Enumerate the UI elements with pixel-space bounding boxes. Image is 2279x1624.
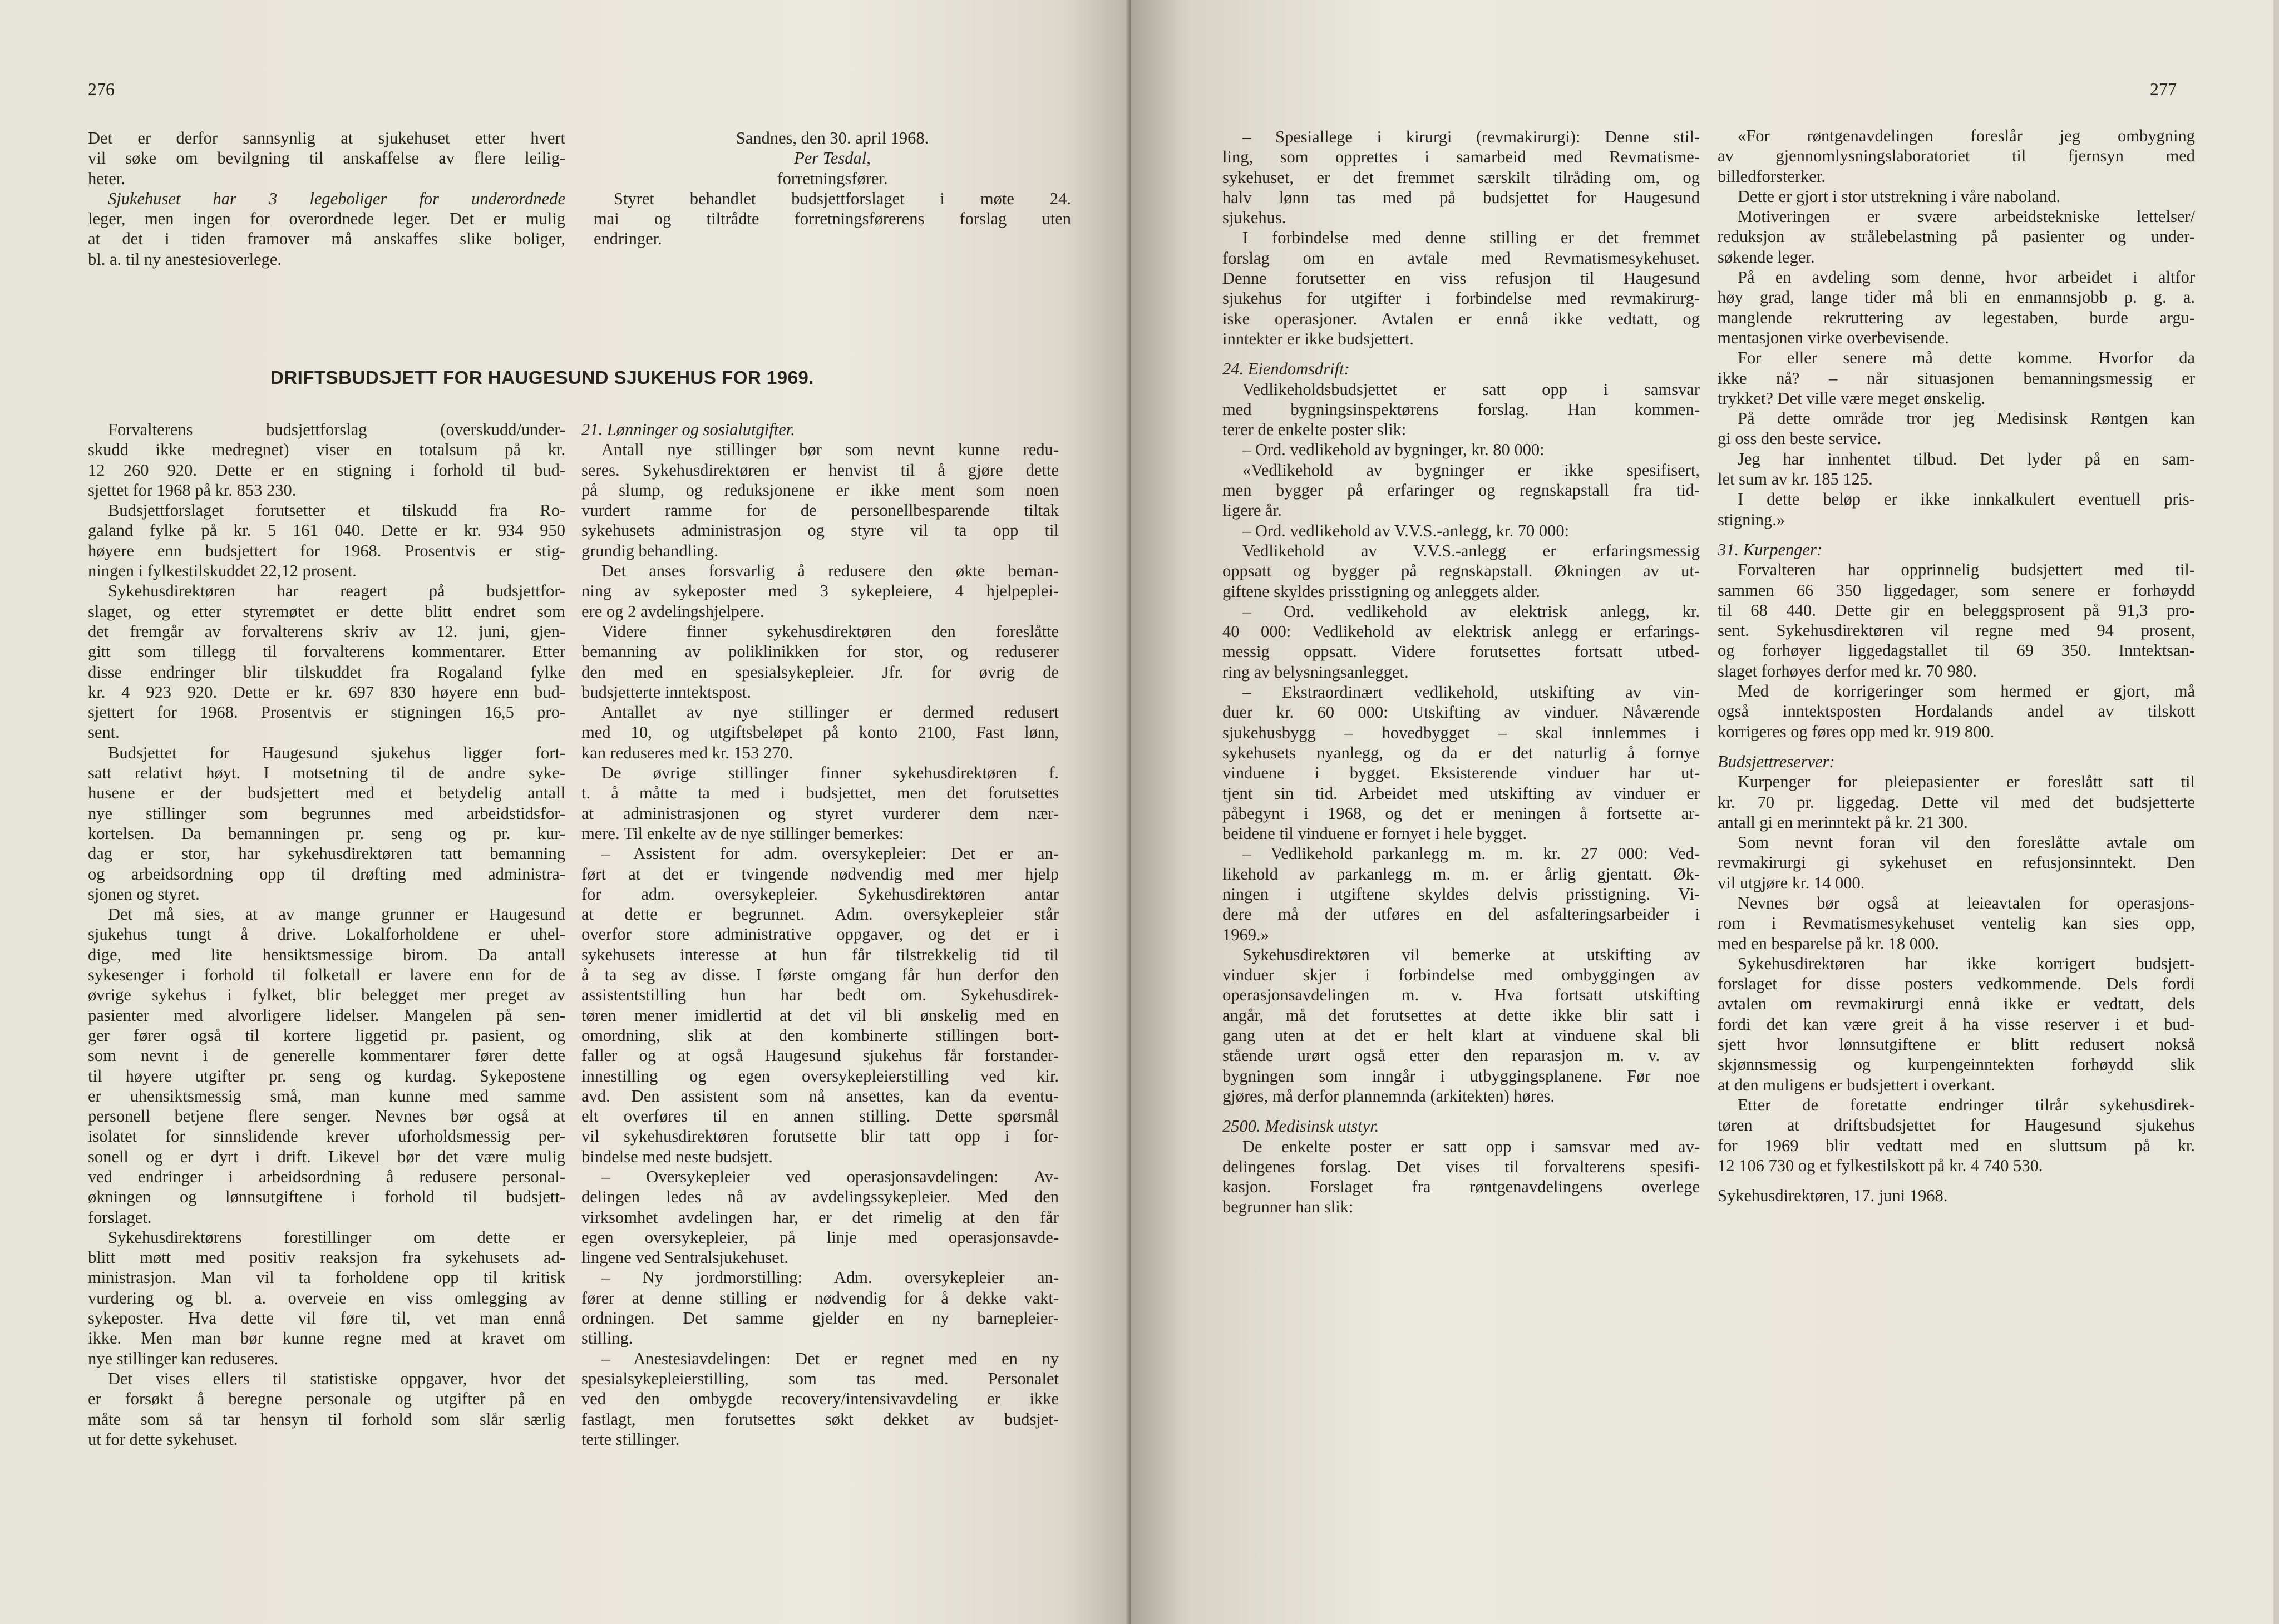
left-body-column-2 <box>581 419 1059 1449</box>
left-body-column-1 <box>88 419 565 1449</box>
text-line: Motiveringen er svære arbeidstekniske lettelser/ <box>1738 207 2195 226</box>
text-line: Denne forutsetter en viss refusjon til Haugesund <box>1222 269 1700 288</box>
text-line: Det anses forsvarlig å redusere den økte beman- <box>601 561 1059 581</box>
text-line: den med en spesialsykepleier. Jfr. for øvrig de <box>581 662 1059 682</box>
text-line: I forbindelse med denne stilling er det fremmet <box>1242 228 1700 248</box>
text-line: kr. 70 pr. liggedag. Dette vil med det budsjetterte <box>1718 792 2195 812</box>
text-line: I dette beløp er ikke innkalkulert eventuell pris- <box>1738 490 2195 509</box>
text-line: Dette er gjort i stor utstrekning i våre naboland. <box>1738 186 2061 206</box>
text-line: antall gi en merinntekt på kr. 21 300. <box>1718 812 1968 832</box>
text-line: – Vedlikehold parkanlegg m. m. kr. 27 000: Ved- <box>1242 844 1700 863</box>
text-line: overfor store administrative oppgaver, og det er i <box>581 925 1059 944</box>
text-line: sjukehus for utgifter i forbindelse med revmakirurg- <box>1222 289 1700 308</box>
text-line: kortelsen. Da bemanningen pr. seng og pr. kur- <box>88 823 565 843</box>
text-line: at det i tiden framover må anskaffes slike boliger, <box>88 229 565 249</box>
text-line: ling, som opprettes i samarbeid med Revmatisme- <box>1222 147 1700 167</box>
text-line: øvrige sykehus i fylket, blir belegget mer preget av <box>88 985 565 1005</box>
text-line <box>1718 742 2195 752</box>
text-line: Jeg har innhentet tilbud. Det lyder på en sam- <box>1738 449 2195 468</box>
text-line: Det vises ellers til statistiske oppgaver, hvor det <box>108 1369 565 1388</box>
text-line: Sykehusdirektøren har ikke korrigert budsjett- <box>1738 954 2195 973</box>
text-line: fører at denne stilling er nødvendig for å dekke vakt- <box>581 1288 1059 1307</box>
text-line: Forvalterens budsjettforslag (overskudd/under- <box>108 420 565 439</box>
text-line: blitt møtt med positiv reaksjon fra sykehusets ad- <box>88 1248 565 1267</box>
text-line: kan reduseres med kr. 153 270. <box>581 743 793 762</box>
text-line: manglende rekruttering av legestaben, burde argu- <box>1718 308 2195 327</box>
text-line: 1969.» <box>1222 925 1269 944</box>
text-line: ligere år. <box>1222 501 1282 520</box>
text-line: påbegynt i 1968, og det er meningen å fortsette ar- <box>1222 803 1700 823</box>
text-line: isolatet for sinnslidende krever uforholdsmessig per- <box>88 1127 565 1146</box>
text-line: egen oversykepleier, på linje med operasjonsavde- <box>581 1227 1059 1247</box>
text-line: vinduer skjer i forbindelse med ombyggingen av <box>1222 965 1700 985</box>
text-line: likehold av parkanlegg m. m. er årlig gjentatt. Øk- <box>1222 864 1700 883</box>
text-line: Antall nye stillinger bør som nevnt kunne redu- <box>601 440 1059 460</box>
page-edge <box>2273 0 2279 1624</box>
text-line: giftene skyldes prisstigning og anleggets alder. <box>1222 581 1540 601</box>
text-line: trykket? Det ville være meget ønskelig. <box>1718 388 1986 408</box>
text-line: operasjonsavdelingen m. v. Hva fortsatt utskifting <box>1222 985 1700 1005</box>
text-line: De enkelte poster er satt opp i samsvar med av- <box>1242 1137 1700 1156</box>
text-line: elt overføres til en annen stilling. Dette spørsmål <box>581 1107 1059 1126</box>
text-line: sykehusets interesse at hun får tilstrekkelig tid til <box>581 945 1059 964</box>
text-line: På dette område tror jeg Medisinsk Røntgen kan <box>1738 409 2195 428</box>
text-line: 12 106 730 og et fylkestilskott på kr. 4 740 530. <box>1718 1156 2043 1175</box>
text-line: nye stillinger kan reduseres. <box>88 1349 279 1368</box>
text-line: – Anestesiavdelingen: Det er regnet med en ny <box>601 1349 1059 1368</box>
text-line <box>1222 1106 1700 1116</box>
text-line: «For røntgenavdelingen foreslår jeg ombygning <box>1738 126 2195 145</box>
text-line: for 1969 blir vedtatt med en sluttsum på kr. <box>1718 1136 2195 1155</box>
text-line: med en besparelse på kr. 18 000. <box>1718 934 1940 953</box>
text-line: Nevnes bør også at leieavtalen for operasjons- <box>1738 893 2195 912</box>
text-line: satt relativt høyt. I motsetning til de andre syke- <box>88 763 565 783</box>
text-line: Antallet av nye stillinger er dermed redusert <box>601 703 1059 722</box>
text-line: På en avdeling som denne, hvor arbeidet i altfor <box>1738 268 2195 287</box>
text-line: men bygger på erfaringer og regnskapstall fra tid- <box>1222 481 1700 500</box>
text-line: sykesenger i forhold til folketall er lavere enn for de <box>88 965 565 985</box>
text-line: til høyere utgifter pr. seng og kurdag. Sykepostene <box>88 1066 565 1085</box>
text-line: ført at det er tvingende nødvendig med mer hjelp <box>581 864 1059 883</box>
text-line: at den muligens er budsjettert i overkant. <box>1718 1075 1995 1094</box>
text-line: ere og 2 avdelingshjelpere. <box>581 601 764 621</box>
text-line: Sandnes, den 30. april 1968. <box>736 129 929 147</box>
text-line: ring av belysningsanlegget. <box>1222 662 1409 682</box>
text-line: søkende leger. <box>1718 247 1815 266</box>
text-line: sjett hvor lønnsutgiftene er blitt redusert nokså <box>1718 1035 2195 1054</box>
text-line: sammen 66 350 liggedager, som senere er forhøydd <box>1718 580 2195 600</box>
text-line: billedforsterker. <box>1718 166 1826 186</box>
text-line: med 10, og utgiftsbeløpet på konto 2100, Fast lønn, <box>581 723 1059 742</box>
text-line: mentasjonen virke overbevisende. <box>1718 328 1949 347</box>
text-line: ger fører også til kortere liggetid pr. pasient, og <box>88 1025 565 1045</box>
text-line: disse endringer blir tilskuddet fra Rogaland fylke <box>88 662 565 682</box>
text-line: også inntektsposten Hordalands andel av tilskott <box>1718 702 2195 721</box>
text-line: gang uten at det er helt klart at vinduene skal bli <box>1222 1026 1700 1045</box>
text-line: sent. <box>88 723 120 742</box>
text-line: vil utgjøre kr. 14 000. <box>1718 873 1865 892</box>
text-line: og forhøyer liggedagstallet til 69 350. Inntektsan- <box>1718 641 2195 660</box>
text-line: – Ord. vedlikehold av V.V.S.-anlegg, kr. 70 000: <box>1242 521 1570 540</box>
text-line: tøren at driftsbudsjettet for Haugesund sjukehus <box>1718 1115 2195 1135</box>
right-body-column-2 <box>1718 126 2195 1206</box>
text-line: messig oppsatt. Videre forutsettes fortsatt utbed- <box>1222 642 1700 662</box>
text-line: begrunner han slik: <box>1222 1197 1354 1217</box>
text-line: For eller senere må dette komme. Hvorfor da <box>1738 348 2195 368</box>
text-line: spesialsykepleierstilling, som tas med. Personalet <box>581 1369 1059 1388</box>
text-line: fordi det kan være greit å ha visse reserver i et bud- <box>1718 1014 2195 1034</box>
text-line: som nevnt i de generelle kommentarer fører dette <box>88 1046 565 1065</box>
text-line: Vedlikehold av V.V.S.-anlegg er erfaringsmessig <box>1242 541 1700 560</box>
text-line: vil søke om bevilgning til anskaffelse av flere leilig- <box>88 149 565 168</box>
text-line: stigning.» <box>1718 510 1785 529</box>
text-line: Sykehusdirektøren vil bemerke at utskifting av <box>1242 945 1700 964</box>
text-line: reduksjon av strålebelastning på pasienter og under- <box>1718 227 2195 246</box>
text-line: duer kr. 60 000: Utskifting av vinduer. Nåværende <box>1222 703 1700 722</box>
text-line: dag er stor, har sykehusdirektøren tatt bemanning <box>88 844 565 863</box>
text-line: stilling. <box>581 1329 633 1348</box>
text-line: ordningen. Det samme gjelder en ny barnepleier- <box>581 1309 1059 1328</box>
text-line: galand fylke på kr. 5 161 040. Dette er kr. 934 950 <box>88 521 565 540</box>
text-line: og arbeidsordning opp til drøfting med administra- <box>88 864 565 883</box>
text-line: er uhensiktsmessig små, man kunne med samme <box>88 1086 565 1105</box>
text-line: sykehusets administrasjon og styre vil ta opp til <box>581 521 1059 540</box>
text-line <box>1718 530 2195 540</box>
text-line: tøren mener imidlertid at det vil bli ønskelig med en <box>581 1005 1059 1025</box>
text-line: sjukehus tungt å drive. Lokalforholdene er uhel- <box>88 925 565 944</box>
text-line: seres. Sykehusdirektøren er henvist til å gjøre dette <box>581 460 1059 480</box>
text-line: vil sykehusdirektøren forutsette blir tatt opp i for- <box>581 1127 1059 1146</box>
text-line: forretningsfører. <box>777 169 888 188</box>
text-line: delingen ledes nå av avdelingssykepleier. Med den <box>581 1187 1059 1207</box>
text-line: mai og tiltrådte forretningsførerens forslag uten <box>594 209 1071 229</box>
text-line: sjukehus. <box>1222 208 1286 228</box>
text-line: innestilling og egen oversykepleierstilling ved kir. <box>581 1066 1059 1085</box>
text-line: 24. Eiendomsdrift: <box>1222 359 1350 379</box>
text-line: pasienter med alvorligere lidelser. Mangelen på sen- <box>88 1005 565 1025</box>
text-line: Det må sies, at av mange grunner er Haugesund <box>108 905 565 924</box>
text-line: ikke nå? – når situasjonen bemanningsmessig er <box>1718 368 2195 388</box>
text-line: kr. 4 923 920. Dette er kr. 697 830 høyere enn bud- <box>88 682 565 702</box>
text-line: – Oversykepleier ved operasjonsavdelingen: Av- <box>601 1167 1059 1186</box>
text-line: sjettert for 1968. Prosentvis er stigningen 16,5 pro- <box>88 703 565 722</box>
text-line: høyere enn budsjettert for 1968. Prosentvis er stig- <box>88 541 565 560</box>
text-line: virksomhet avdelingen har, er det rimelig at den får <box>581 1207 1059 1227</box>
text-line: kasjon. Forslaget fra røntgenavdelingens overlege <box>1222 1177 1700 1197</box>
text-line: husene er der budsjettert med et betydelig antall <box>88 783 565 803</box>
text-line: sonell og er dyrt i drift. Likevel bør det være mulig <box>88 1147 565 1166</box>
text-line: «Vedlikehold av bygninger er ikke spesifisert, <box>1242 460 1700 480</box>
text-line: bl. a. til ny anestesioverlege. <box>88 249 282 269</box>
text-line: på slump, og reduksjonene er ikke ment som noen <box>581 480 1059 500</box>
text-line: for adm. oversykepleier. Sykehusdirektøren antar <box>581 884 1059 904</box>
text-line: dere må der utføres en del asfalteringsarbeider i <box>1222 905 1700 924</box>
text-line: ut for dette sykehuset. <box>88 1429 238 1449</box>
left-top-column-2 <box>594 128 1071 249</box>
text-line: vurdert ramme for de personellbesparende tiltak <box>581 501 1059 520</box>
text-line: er forsøkt å beregne personale og utgifter på en <box>88 1389 565 1409</box>
page-number-left: 276 <box>88 79 115 99</box>
text-line: Forvalteren har opprinnelig budsjettert med til- <box>1738 560 2195 580</box>
text-line: endringer. <box>594 229 662 249</box>
text-line: sjonen og styret. <box>88 884 200 904</box>
text-line: korrigeres og føres opp med kr. 919 800. <box>1718 722 1995 741</box>
text-line: Med de korrigeringer som hermed er gjort, må <box>1738 682 2195 701</box>
section-heading: DRIFTSBUDSJETT FOR HAUGESUND SJUKEHUS FOR 1969. <box>270 367 814 388</box>
text-line: slaget forhøyes derfor med kr. 70 980. <box>1718 661 1977 680</box>
text-line: 2500. Medisinsk utstyr. <box>1222 1117 1379 1136</box>
text-line: let sum av kr. 185 125. <box>1718 470 1873 489</box>
text-line: – Ord. vedlikehold av elektrisk anlegg, kr. <box>1242 601 1700 621</box>
text-line <box>1222 349 1700 359</box>
text-line: 40 000: Vedlikehold av elektrisk anlegg er erfarings- <box>1222 622 1700 641</box>
text-line: til 68 440. Dette gir en beleggsprosent på 91,3 pro- <box>1718 600 2195 620</box>
text-line: skjønnsmessig og kurpengeinntekten forhøydd slik <box>1718 1055 2195 1074</box>
text-line: 21. Lønninger og sosialutgifter. <box>581 420 795 439</box>
text-line: vurdering og bl. a. overveie en viss omlegging av <box>88 1288 565 1307</box>
text-line: av gjennomlysningslaboratoriet til fjernsyn med <box>1718 146 2195 166</box>
text-line: med bygningsinspektørens forslag. Han kommen- <box>1222 399 1700 419</box>
text-line: Videre finner sykehusdirektøren den foreslåtte <box>601 621 1059 641</box>
text-line: det fremgår av forvalterens skriv av 12. juni, gjen- <box>88 621 565 641</box>
text-line: avd. Den assistent som nå ansettes, kan da eventu- <box>581 1086 1059 1105</box>
text-line: stående urørt også etter den reparasjon m. v. av <box>1222 1046 1700 1065</box>
text-line <box>1718 1176 2195 1186</box>
text-line: budsjetterte inntektspost. <box>581 682 751 702</box>
text-line: Budsjettreserver: <box>1718 752 1835 771</box>
text-line: sykeposter. Hva dette vil føre til, vet man ennå <box>88 1309 565 1328</box>
text-line: iske operasjoner. Avtalen er ennå ikke vedtatt, og <box>1222 309 1700 328</box>
text-line: Budsjettet for Haugesund sjukehus ligger fort- <box>108 743 565 762</box>
text-line: Per Tesdal, <box>794 149 871 168</box>
text-line: ningen i fylkestilskuddet 22,12 prosent. <box>88 561 357 581</box>
text-line: Sjukehuset har 3 legeboliger for underordnede <box>108 189 565 208</box>
right-page <box>1131 0 2279 1624</box>
text-line: beidene til vinduene er fornyet i hele bygget. <box>1222 824 1527 843</box>
text-line: fastlagt, men forutsettes søkt dekket av budsjet- <box>581 1409 1059 1429</box>
text-line: – Ekstraordinært vedlikehold, utskifting av vin- <box>1242 683 1700 702</box>
text-line: ved den ombygde recovery/intensivavdeling er ikke <box>581 1389 1059 1409</box>
text-line: De øvrige stillinger finner sykehusdirektøren f. <box>601 763 1059 783</box>
text-line: å ta seg av disse. I første omgang får hun derfor den <box>581 965 1059 985</box>
text-line: 12 260 920. Dette er en stigning i forhold til bud- <box>88 460 565 480</box>
text-line: ikke. Men man bør kunne regne med at kravet om <box>88 1329 565 1348</box>
text-line: t. å måtte ta med i budsjettet, men det forutsettes <box>581 783 1059 803</box>
text-line: ningen i utgiftene skyldes delvis prisstigning. Vi- <box>1222 884 1700 904</box>
text-line: at administrasjonen og styret vurderer dem nær- <box>581 803 1059 823</box>
text-line: omordning, slik at den kombinerte stillingen bort- <box>581 1025 1059 1045</box>
text-line: – Ord. vedlikehold av bygninger, kr. 80 000: <box>1242 440 1545 460</box>
text-line: gjøres, må derfor plannemnda (arkitekten) høres. <box>1222 1086 1555 1105</box>
text-line: 31. Kurpenger: <box>1718 540 1823 559</box>
text-line: avtalen om revmakirurgi ennå ikke er vedtatt, dels <box>1718 994 2195 1014</box>
text-line: Vedlikeholdsbudsjettet er satt opp i samsvar <box>1242 379 1700 399</box>
text-line: bindelse med neste budsjett. <box>581 1147 773 1166</box>
text-line: slaget, og etter styremøtet er dette blitt endret som <box>88 601 565 621</box>
text-line: sjukehusbygg – hovedbygget – skal innlemmes i <box>1222 723 1700 742</box>
text-line: sykehusets nyanlegg, og da er det naturlig å fornye <box>1222 743 1700 762</box>
text-line: heter. <box>88 169 125 188</box>
left-page <box>0 0 1131 1624</box>
text-line: terer de enkelte poster slik: <box>1222 420 1407 440</box>
text-line: Sykehusdirektøren, 17. juni 1968. <box>1718 1186 1948 1206</box>
text-line: inntekter er ikke budsjettert. <box>1222 329 1414 348</box>
text-line: – Ny jordmorstilling: Adm. oversykepleier an- <box>601 1268 1059 1287</box>
text-line: terte stillinger. <box>581 1429 680 1449</box>
text-line: Sykehusdirektøren har reagert på budsjettfor- <box>108 581 565 601</box>
right-body-column-1 <box>1222 127 1700 1217</box>
text-line: sykehuset, er det fremmet særskilt tilråding om, og <box>1222 167 1700 187</box>
text-line: forslag om en avtale med Revmatismesykehuset. <box>1222 248 1700 268</box>
text-line: rom i Revmatismesykehuset ventelig kan sies opp, <box>1718 914 2195 933</box>
text-line: skudd ikke medregnet) viser en totalsum på kr. <box>88 440 565 460</box>
text-line: halv lønn tas med på budsjettet for Haugesund <box>1222 187 1700 207</box>
text-line: – Spesiallege i kirurgi (revmakirurgi): Denne stil- <box>1242 127 1700 146</box>
text-line: Budsjettforslaget forutsetter et tilskudd fra Ro- <box>108 501 565 520</box>
text-line: vinduene i bygget. Eksisterende vinduer har ut- <box>1222 763 1700 783</box>
text-line: nye stillinger som begrunnes med arbeidstidsfor- <box>88 803 565 823</box>
text-line: bygningen som inngår i utbyggingsplanene. Før noe <box>1222 1066 1700 1085</box>
text-line: forslaget for disse posters vedkommende. Dels fordi <box>1718 974 2195 994</box>
text-line: ministrasjon. Man vil ta forholdene opp til kritisk <box>88 1268 565 1287</box>
text-line: ning av sykeposter med 3 sykepleiere, 4 hjelpeplei- <box>581 581 1059 601</box>
text-line: Det er derfor sannsynlig at sjukehuset etter hvert <box>88 129 565 147</box>
text-line: grundig behandling. <box>581 541 718 560</box>
text-line: angår, må det forutsettes at dette ikke blir satt i <box>1222 1005 1700 1025</box>
text-line: sjettet for 1968 på kr. 853 230. <box>88 480 297 500</box>
text-line: at dette er begrunnet. Adm. oversykepleier står <box>581 905 1059 924</box>
text-line: delingenes forslag. Det vises til forvalterens spesifi- <box>1222 1157 1700 1176</box>
text-line: Sykehusdirektørens forestillinger om dette er <box>108 1227 565 1247</box>
text-line: gitt som tillegg til forvalterens kommentarer. Etter <box>88 642 565 662</box>
text-line: økningen og lønnsutgiftene i forhold til budsjett- <box>88 1187 565 1207</box>
text-line: mere. Til enkelte av de nye stillinger bemerkes: <box>581 823 904 843</box>
left-top-column-1 <box>88 128 565 269</box>
text-line: måte som så tar hensyn til forhold som slår særlig <box>88 1409 565 1429</box>
page-number-right: 277 <box>2150 79 2177 99</box>
text-line: forslaget. <box>88 1207 152 1227</box>
text-line: personell betjene flere senger. Nevnes bør også at <box>88 1107 565 1126</box>
text-line: faller og at også Haugesund sjukehus får forstander- <box>581 1046 1059 1065</box>
text-line: sent. Sykehusdirektøren vil regne med 94 prosent, <box>1718 621 2195 640</box>
text-line: – Assistent for adm. oversykepleier: Det er an- <box>601 844 1059 863</box>
text-line: høy grad, lange tider må bli en enmannsjobb p. g. a. <box>1718 288 2195 307</box>
text-line: tjent sin tid. Arbeidet med utskifting av vinduer er <box>1222 783 1700 803</box>
text-line: assistentstilling hun har bedt om. Sykehusdirek- <box>581 985 1059 1005</box>
text-line: gi oss den beste service. <box>1718 429 1881 448</box>
text-line: leger, men ingen for overordnede leger. Det er mulig <box>88 209 565 229</box>
text-line: bemanning av poliklinikken for stor, og reduserer <box>581 642 1059 662</box>
text-line: lingene ved Sentralsjukehuset. <box>581 1248 788 1267</box>
text-line: Kurpenger for pleiepasienter er foreslått satt til <box>1738 772 2195 792</box>
text-line: Styret behandlet budsjettforslaget i møte 24. <box>614 189 1071 208</box>
text-line: revmakirurgi gi sykehuset en refusjonsinntekt. Den <box>1718 853 2195 872</box>
text-line: dige, med lite hensiktsmessige birom. Da antall <box>88 945 565 964</box>
text-line: Som nevnt foran vil den foreslåtte avtale om <box>1738 833 2195 852</box>
text-line: Etter de foretatte endringer tilrår sykehusdirek- <box>1738 1095 2195 1114</box>
text-line: ved endringer i arbeidsordning å redusere personal- <box>88 1167 565 1186</box>
text-line: oppsatt og bygger på regnskapstall. Økningen av ut- <box>1222 561 1700 581</box>
